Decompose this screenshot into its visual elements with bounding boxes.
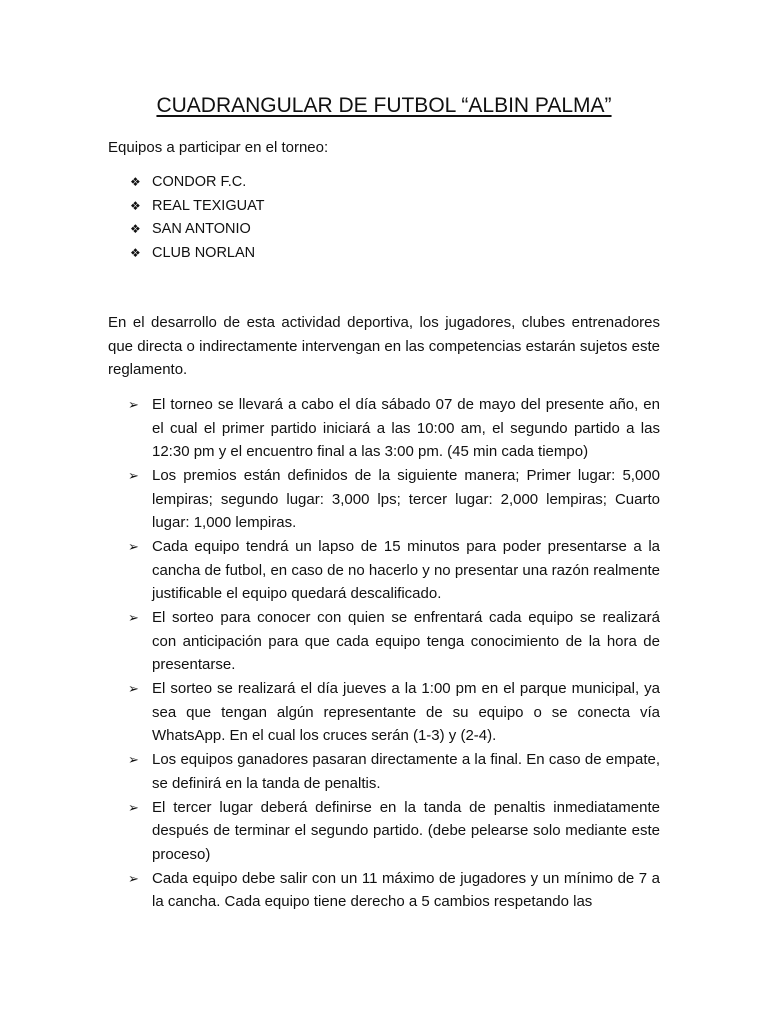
arrow-bullet-icon: ➢ [128, 539, 139, 554]
team-name: SAN ANTONIO [152, 221, 251, 237]
rule-text: El sorteo para conocer con quien se enfrentará cada equipo se realizará con anticipación para que cada equipo tenga conocimiento de la hora de presentarse. [152, 609, 660, 673]
rule-item [128, 796, 660, 867]
rule-item [128, 867, 660, 914]
rule-text: Los equipos ganadores pasaran directamente a la final. En caso de empate, se definirá en la tanda de penaltis. [152, 751, 660, 792]
rule-text: El tercer lugar deberá definirse en la tanda de penaltis inmediatamente después de terminar el segundo partido. (debe pelearse solo mediante este proceso) [152, 798, 660, 863]
rule-text: Los premios están definidos de la siguiente manera; Primer lugar: 5,000 lempiras; segundo lugar: 3,000 lps; tercer lugar: 2,000 lempiras; Cuarto lugar: 1,000 lempiras. [152, 467, 660, 531]
team-name: REAL TEXIGUAT [152, 197, 265, 214]
intro-text: Equipos a participar en el torneo: [108, 139, 329, 156]
rule-item [128, 677, 660, 748]
rule-item [128, 393, 660, 464]
rule-text: Cada equipo tendrá un lapso de 15 minutos para poder presentarse a la cancha de futbol, en caso de no hacerlo y no presentar una razón realmente justificable el equipo quedará descalificado. [152, 538, 660, 602]
diamond-bullet-icon: ❖ [130, 198, 141, 213]
arrow-bullet-icon: ➢ [128, 870, 139, 886]
rule-text: El torneo se llevará a cabo el día sábado 07 de mayo del presente año, en el cual el primer partido iniciará a las 10:00 am, el segundo partido a las 12:30 pm y el encuentro final a las 3:00 pm. (45 min cada tiempo) [152, 396, 660, 460]
team-name: CLUB NORLAN [152, 244, 256, 261]
diamond-bullet-icon: ❖ [130, 175, 141, 189]
rule-text: El sorteo se realizará el día jueves a la 1:00 pm en el parque municipal, ya sea que tengan algún representante de su equipo o se conecta vía WhatsApp. En el cual los cruces serán (1-3) y (2-4). [152, 680, 660, 744]
list-item [130, 242, 265, 266]
rule-item [128, 535, 660, 606]
list-item [130, 195, 265, 219]
rule-text: Cada equipo debe salir con un 11 máximo de jugadores y un mínimo de 7 a la cancha. Cada equipo tiene derecho a 5 cambios respetando las [152, 869, 660, 910]
teams-list [130, 171, 265, 265]
arrow-bullet-icon: ➢ [128, 610, 139, 625]
diamond-bullet-icon: ❖ [130, 245, 141, 260]
rules-list [128, 393, 660, 914]
body-paragraph: En el desarrollo de esta actividad deportiva, los jugadores, clubes entrenadores que directa o indirectamente intervengan en las competencias estarán sujetos este reglamento. [108, 314, 660, 378]
list-item [130, 218, 265, 242]
page-title: CUADRANGULAR DE FUTBOL “ALBIN PALMA” [156, 94, 612, 117]
team-name: CONDOR F.C. [152, 174, 247, 190]
arrow-bullet-icon: ➢ [128, 397, 139, 412]
arrow-bullet-icon: ➢ [128, 752, 139, 767]
diamond-bullet-icon: ❖ [130, 222, 141, 236]
arrow-bullet-icon: ➢ [128, 468, 139, 483]
rule-item [128, 748, 660, 795]
list-item [130, 171, 265, 195]
arrow-bullet-icon: ➢ [128, 799, 139, 815]
rule-item [128, 606, 660, 677]
arrow-bullet-icon: ➢ [128, 681, 139, 696]
rule-item [128, 464, 660, 535]
